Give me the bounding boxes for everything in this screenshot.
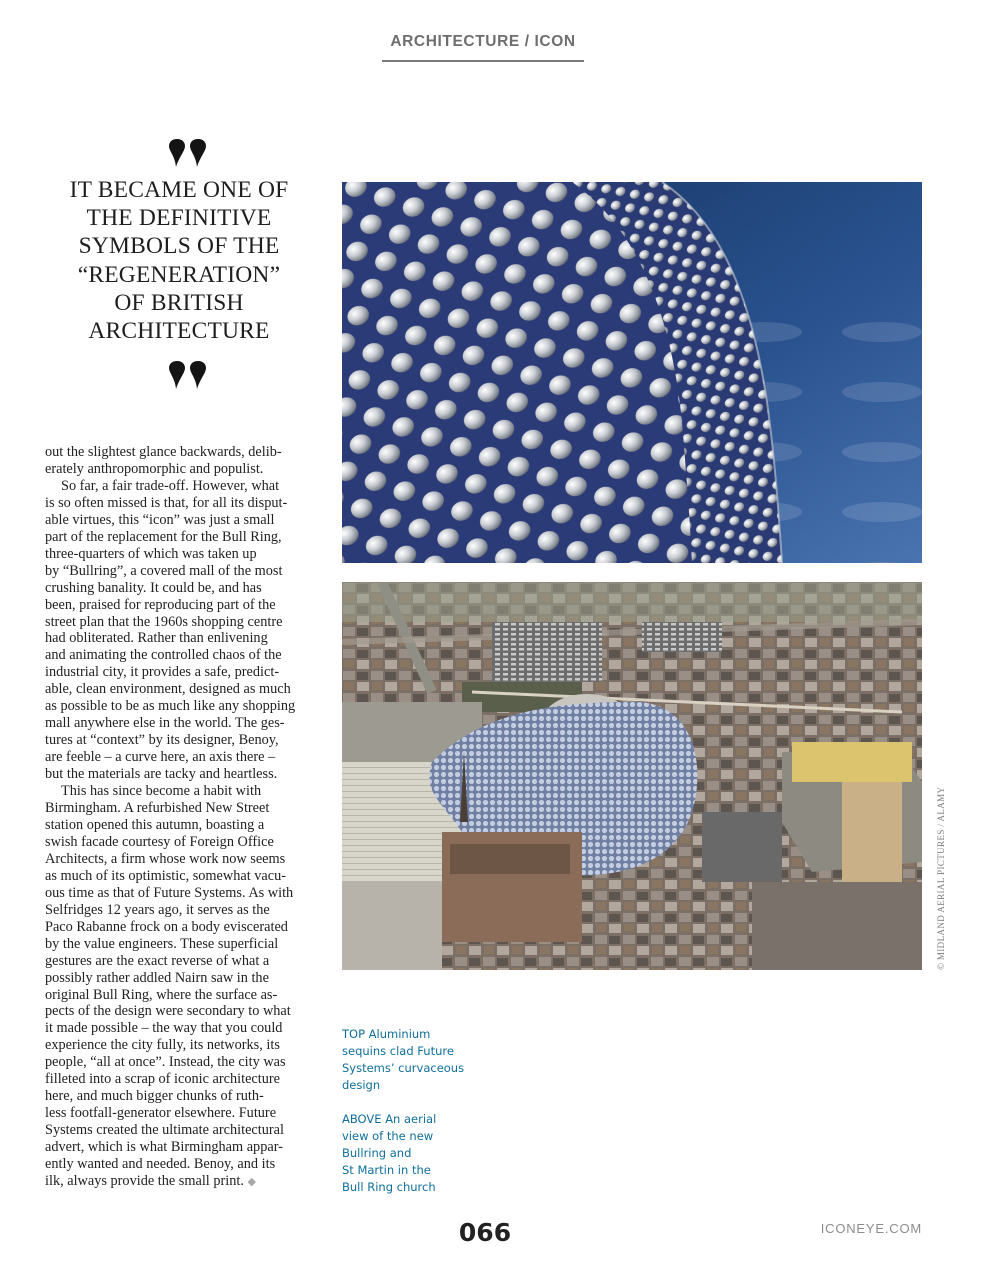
article-line: Systems created the ultimate architectural bbox=[45, 1122, 284, 1139]
article-line: here, and much bigger chunks of ruth- bbox=[45, 1088, 264, 1105]
article-line: by the value engineers. These superficial bbox=[45, 935, 279, 952]
article-line: swish facade courtesy of Foreign Office bbox=[45, 833, 274, 850]
article-line: ous time as that of Future Systems. As with bbox=[45, 884, 294, 901]
pull-quote bbox=[48, 176, 310, 345]
caption-above bbox=[342, 1111, 482, 1196]
section-header: ARCHITECTURE / ICON bbox=[390, 33, 576, 50]
pull-quote-line: ARCHITECTURE bbox=[88, 318, 270, 345]
article-line: ently wanted and needed. Benoy, and its bbox=[45, 1156, 276, 1173]
end-diamond-icon: ◆ bbox=[247, 1175, 256, 1188]
page-number: 066 bbox=[458, 1218, 512, 1247]
article-line: Birmingham. A refurbished New Street bbox=[45, 800, 270, 817]
article-line: is so often missed is that, for all its disput- bbox=[45, 494, 288, 511]
caption-line: Systems’ curvaceous bbox=[342, 1061, 465, 1075]
article-body bbox=[45, 444, 330, 1191]
photo-credit: © MIDLAND AERIAL PICTURES / ALAMY bbox=[936, 786, 946, 970]
article-line: street plan that the 1960s shopping centre bbox=[45, 613, 283, 630]
close-quote-icon bbox=[168, 360, 208, 390]
article-line: advert, which is what Birmingham appar- bbox=[45, 1139, 283, 1156]
article-line: as possible to be as much like any shopping bbox=[45, 698, 296, 715]
article-line: able virtues, this “icon” was just a small bbox=[45, 511, 275, 528]
pull-quote-line: IT BECAME ONE OF bbox=[69, 177, 289, 203]
aerial-view-image bbox=[342, 582, 922, 970]
article-line: but the materials are tacky and heartless. bbox=[45, 766, 278, 783]
sequin-facade-image bbox=[342, 182, 922, 563]
caption-line: view of the new bbox=[342, 1129, 434, 1143]
article-line: So far, a fair trade-off. However, what bbox=[61, 477, 280, 494]
article-line: station opened this autumn, boasting a bbox=[45, 816, 265, 833]
article-line bbox=[45, 1173, 330, 1191]
caption-top bbox=[342, 1026, 482, 1094]
caption-line: Bull Ring church bbox=[342, 1180, 436, 1194]
pull-quote-line: SYMBOLS OF THE bbox=[78, 233, 280, 260]
article-last-line: ilk, always provide the small print. bbox=[45, 1172, 244, 1189]
article-line: are feeble – a curve here, an axis there – bbox=[45, 749, 276, 766]
open-quote-icon bbox=[168, 138, 208, 168]
pull-quote-line: OF BRITISH bbox=[114, 289, 244, 316]
caption-line: ABOVE An aerial bbox=[342, 1112, 437, 1126]
article-line: three-quarters of which was taken up bbox=[45, 545, 257, 562]
pull-quote-line: THE DEFINITIVE bbox=[86, 205, 272, 232]
article-line: gestures are the exact reverse of what a bbox=[45, 952, 270, 969]
article-line: Architects, a firm whose work now seems bbox=[45, 850, 286, 867]
article-line: tures at “context” by its designer, Benoy, bbox=[45, 732, 279, 749]
article-line: by “Bullring”, a covered mall of the most bbox=[45, 562, 283, 579]
article-line: able, clean environment, designed as much bbox=[45, 681, 291, 698]
article-line: Paco Rabanne frock on a body eviscerated bbox=[45, 918, 288, 935]
article-line: people, “all at once”. Instead, the city was bbox=[45, 1054, 286, 1071]
article-line: filleted into a scrap of iconic architecture bbox=[45, 1071, 280, 1088]
article-line: experience the city fully, its networks, its bbox=[45, 1037, 280, 1054]
article-line: out the slightest glance backwards, delib- bbox=[45, 444, 282, 460]
article-line: less footfall-generator elsewhere. Future bbox=[45, 1105, 277, 1122]
article-line: as much of its optimistic, somewhat vacu- bbox=[45, 867, 287, 884]
article-line: part of the replacement for the Bull Ring, bbox=[45, 528, 282, 545]
article-line: had obliterated. Rather than enlivening bbox=[45, 630, 268, 647]
article-line: Selfridges 12 years ago, it serves as the bbox=[45, 901, 270, 918]
photo-sequin-facade bbox=[342, 182, 922, 563]
article-line: mall anywhere else in the world. The ges- bbox=[45, 715, 285, 732]
article-line: it made possible – the way that you could bbox=[45, 1020, 283, 1037]
caption-line: design bbox=[342, 1078, 381, 1092]
pull-quote-line: “REGENERATION” bbox=[77, 261, 281, 288]
caption-line: Bullring and bbox=[342, 1146, 412, 1160]
caption-line: TOP Aluminium bbox=[342, 1027, 431, 1041]
article-line: industrial city, it provides a safe, predict- bbox=[45, 664, 280, 681]
article-line: This has since become a habit with bbox=[61, 783, 262, 800]
caption-line: St Martin in the bbox=[342, 1163, 431, 1177]
photo-aerial-view bbox=[342, 582, 922, 970]
article-line: original Bull Ring, where the surface as- bbox=[45, 986, 278, 1003]
article-line: crushing banality. It could be, and has bbox=[45, 579, 262, 596]
header-rule bbox=[382, 60, 584, 62]
article-line: and animating the controlled chaos of the bbox=[45, 647, 282, 664]
article-line: possibly rather addled Nairn saw in the bbox=[45, 969, 269, 986]
article-line: been, praised for reproducing part of the bbox=[45, 596, 276, 613]
site-url: ICONEYE.COM bbox=[820, 1221, 922, 1236]
article-line: pects of the design were secondary to what bbox=[45, 1003, 291, 1020]
article-line: erately anthropomorphic and populist. bbox=[45, 460, 264, 477]
caption-line: sequins clad Future bbox=[342, 1044, 454, 1058]
